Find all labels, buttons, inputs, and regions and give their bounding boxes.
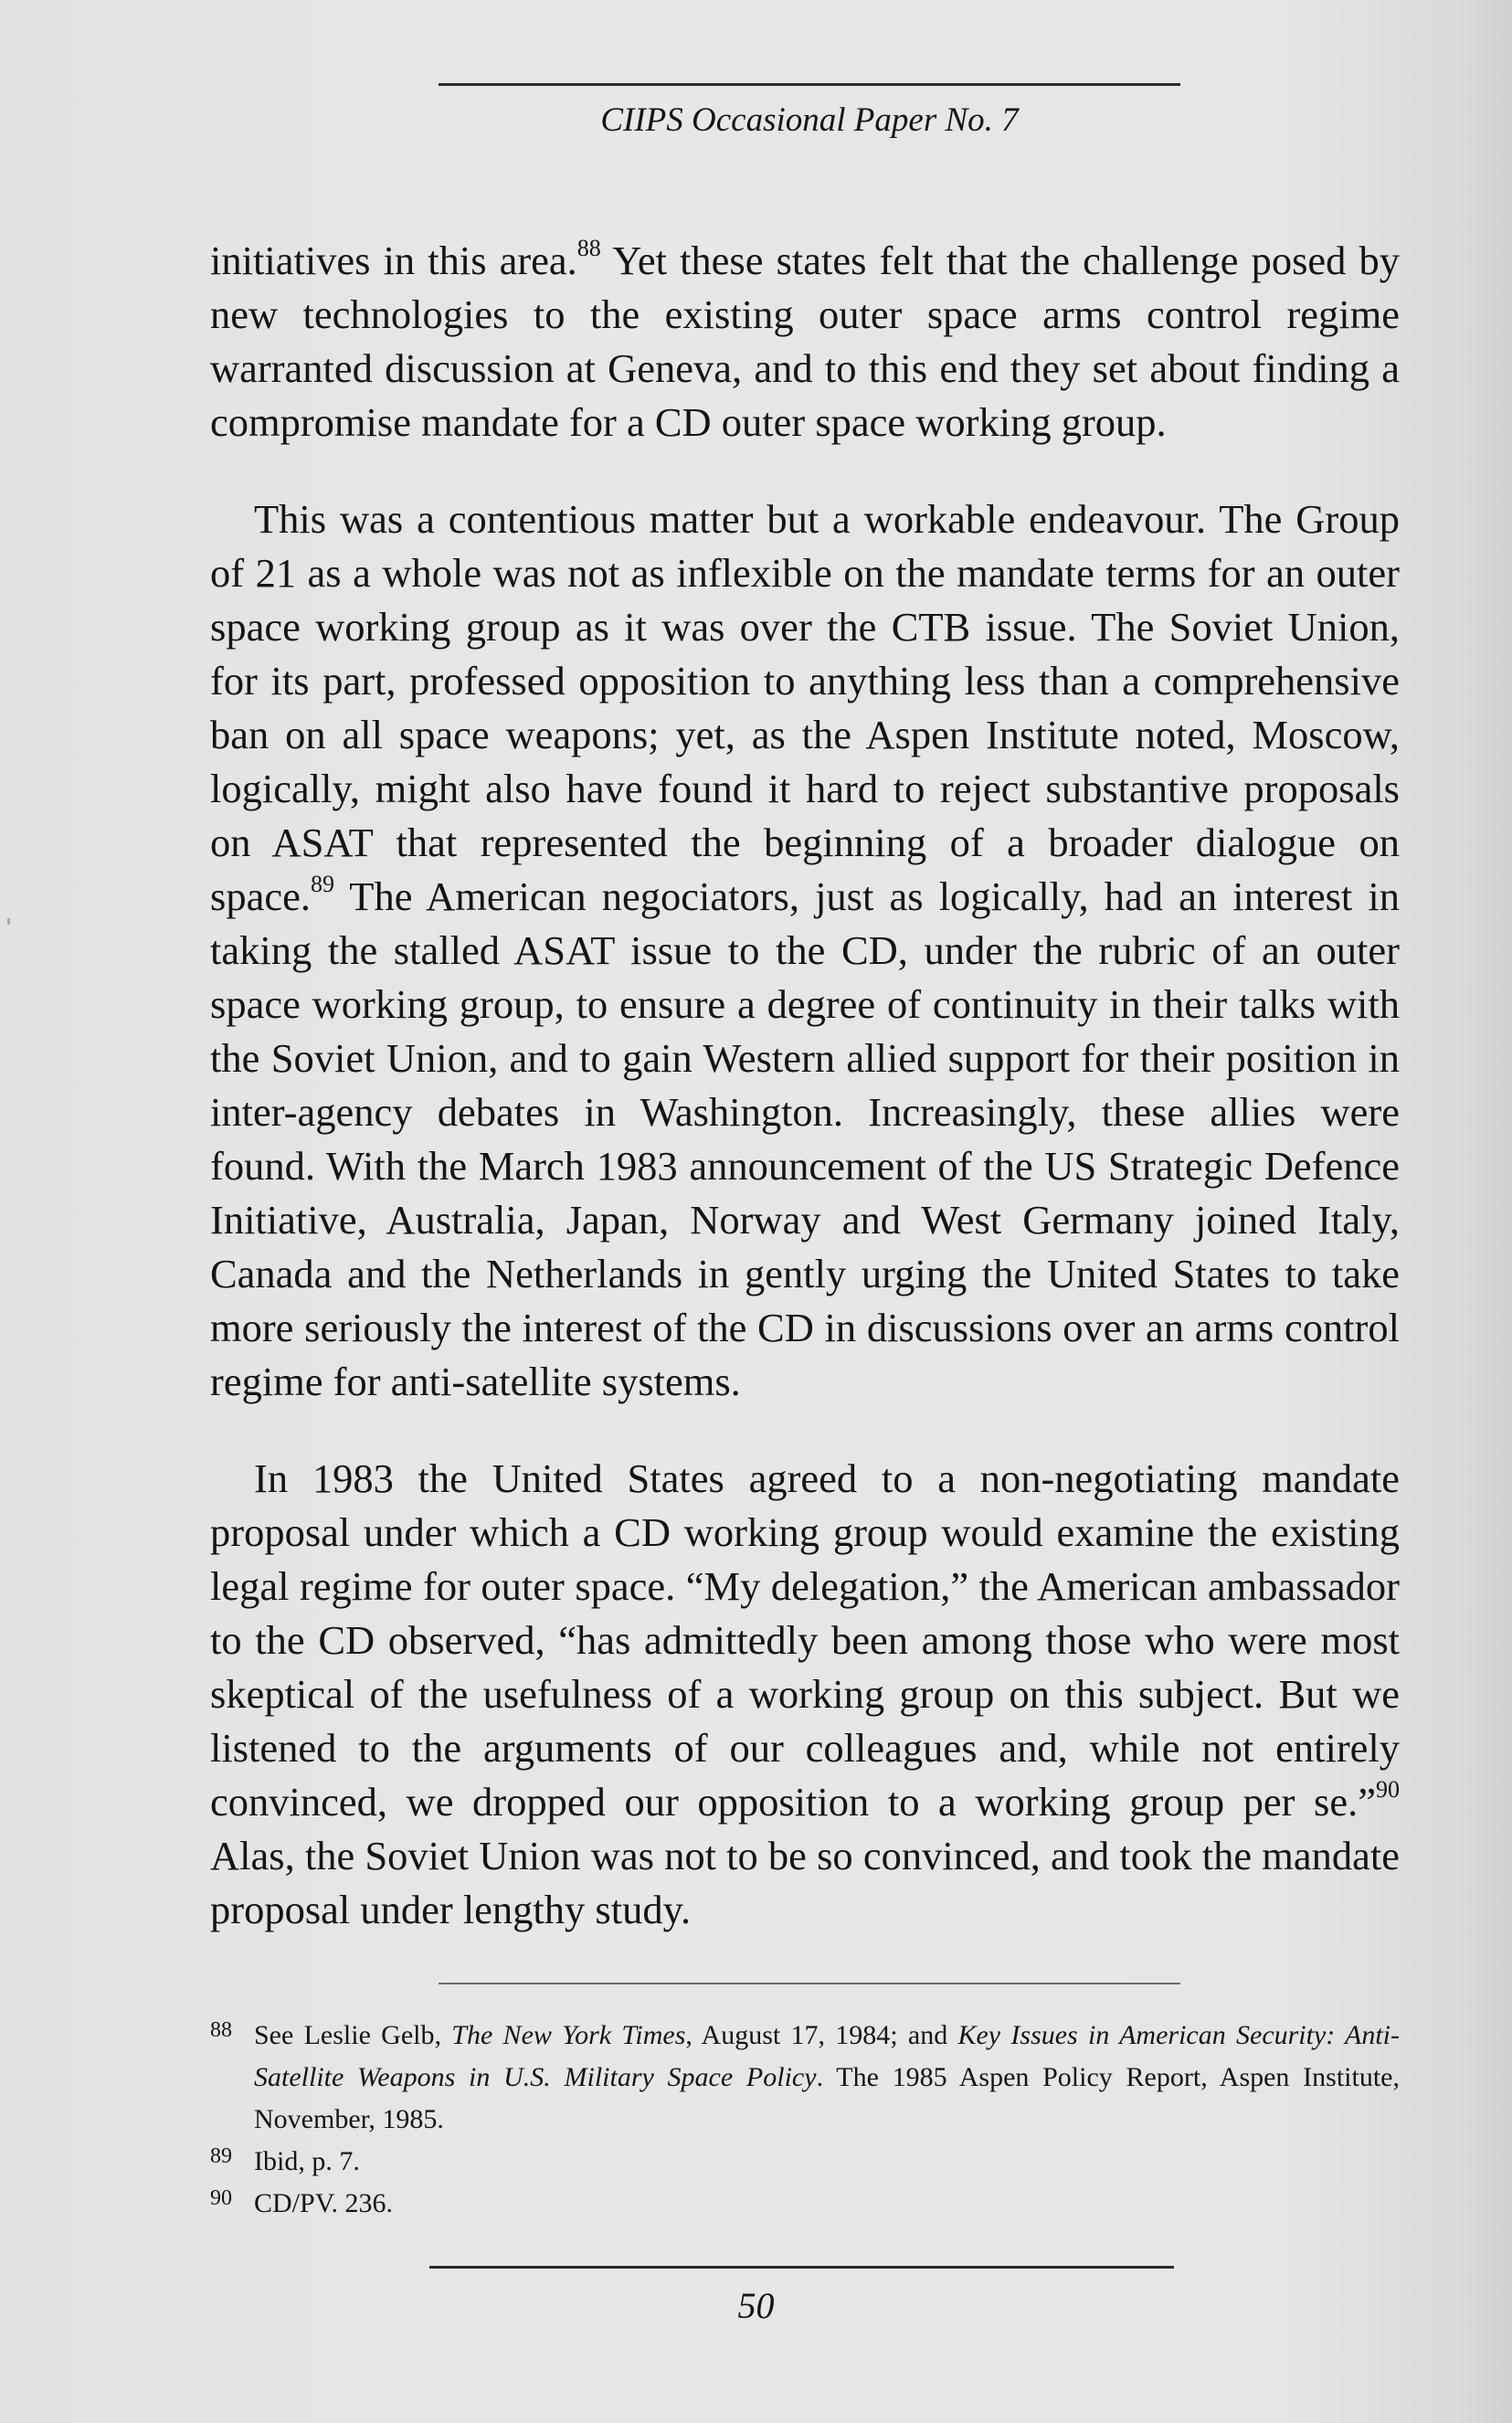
page-number: 50 (737, 2285, 775, 2326)
footnote-text: CD/PV. 236. (254, 2188, 393, 2218)
footnote-number: 89 (210, 2144, 232, 2168)
paragraph-3 (210, 1452, 1400, 1937)
footnote-number: 88 (210, 2018, 232, 2042)
footnote-separator (439, 1983, 1180, 1984)
footnote-ref-90: 90 (1376, 1776, 1400, 1804)
footer-rule (429, 2266, 1174, 2269)
footnote-text-part: . The 1985 Aspen Policy Report, Aspen Institute, November, 1985. (254, 2062, 1400, 2134)
footnotes (210, 2015, 1400, 2225)
footnote-ref-89: 89 (310, 871, 334, 898)
footnote-88 (210, 2015, 1400, 2141)
paragraph-2-text-a: This was a contentious matter but a workable endeavour. The Group of 21 as a whole was not as inflexible on the mandate terms for an outer space working group as it was over the CTB issue. The Soviet Union, for its part, professed opposition to anything less than a comprehensive ban on all space weapons; yet, as the Aspen Institute noted, Moscow, logically, might also have found it hard to reject substantive proposals on ASAT that represented the beginning of a broader dialogue on space. (210, 496, 1400, 919)
footnote-text-part: See Leslie Gelb, (254, 2020, 452, 2050)
footnote-report-title: Key Issues in American Security: Anti-Satellite Weapons in U.S. Military Space Policy (254, 2020, 1401, 2092)
paragraph-1-text-b: Yet these states felt that the challenge posed by new technologies to the existing outer space arms control regime warranted discussion at Geneva, and to this end they set about finding a compromise mandate for a CD outer space working group. (210, 238, 1400, 445)
paragraph-2 (210, 492, 1400, 1409)
paragraph-3-text-a: In 1983 the United States agreed to a non-negotiating mandate proposal under which a CD working group would examine the existing legal regime for outer space. “My delegation,” the American ambassador to the CD observed, “has admittedly been among those who were most skeptical of the usefulness of a working group on this subject. But we listened to the arguments of our colleagues and, while not entirely convinced, we dropped our opposition to a working group per se.” (210, 1455, 1400, 1825)
paragraph-1-text-a: initiatives in this area. (210, 238, 577, 283)
footnote-89 (210, 2141, 1400, 2183)
paragraph-3-text-b: Alas, the Soviet Union was not to be so convinced, and took the mandate proposal under lengthy study. (210, 1833, 1400, 1932)
margin-mark (7, 918, 10, 925)
main-text (210, 234, 1400, 1937)
header-rule (439, 83, 1180, 86)
footnote-ref-88: 88 (576, 235, 601, 262)
footnote-90 (210, 2183, 1400, 2225)
footnote-text-part: , August 17, 1984; and (685, 2020, 958, 2050)
running-header: CIIPS Occasional Paper No. 7 (600, 101, 1019, 139)
paragraph-gap (210, 1409, 1400, 1452)
paragraph-gap (210, 450, 1400, 492)
footnote-source-title: The New York Times (451, 2020, 686, 2050)
footnote-text: Ibid, p. 7. (254, 2146, 360, 2176)
footnote-text (254, 2015, 1400, 2141)
paragraph-1 (210, 234, 1400, 450)
paragraph-2-text-b: The American negociators, just as logically, had an interest in taking the stalled ASAT issue to the CD, under the rubric of an outer space working group, to ensure a degree of continuity in their talks with the Soviet Union, and to gain Western allied support for their position in inter-agency debates in Washington. Increasingly, these allies were found. With the March 1983 announcement of the US Strategic Defence Initiative, Australia, Japan, Norway and West Germany joined Italy, Canada and the Netherlands in gently urging the United States to take more seriously the interest of the CD in discussions over an arms control regime for anti-satellite systems. (210, 873, 1400, 1404)
footnote-number: 90 (210, 2186, 232, 2210)
